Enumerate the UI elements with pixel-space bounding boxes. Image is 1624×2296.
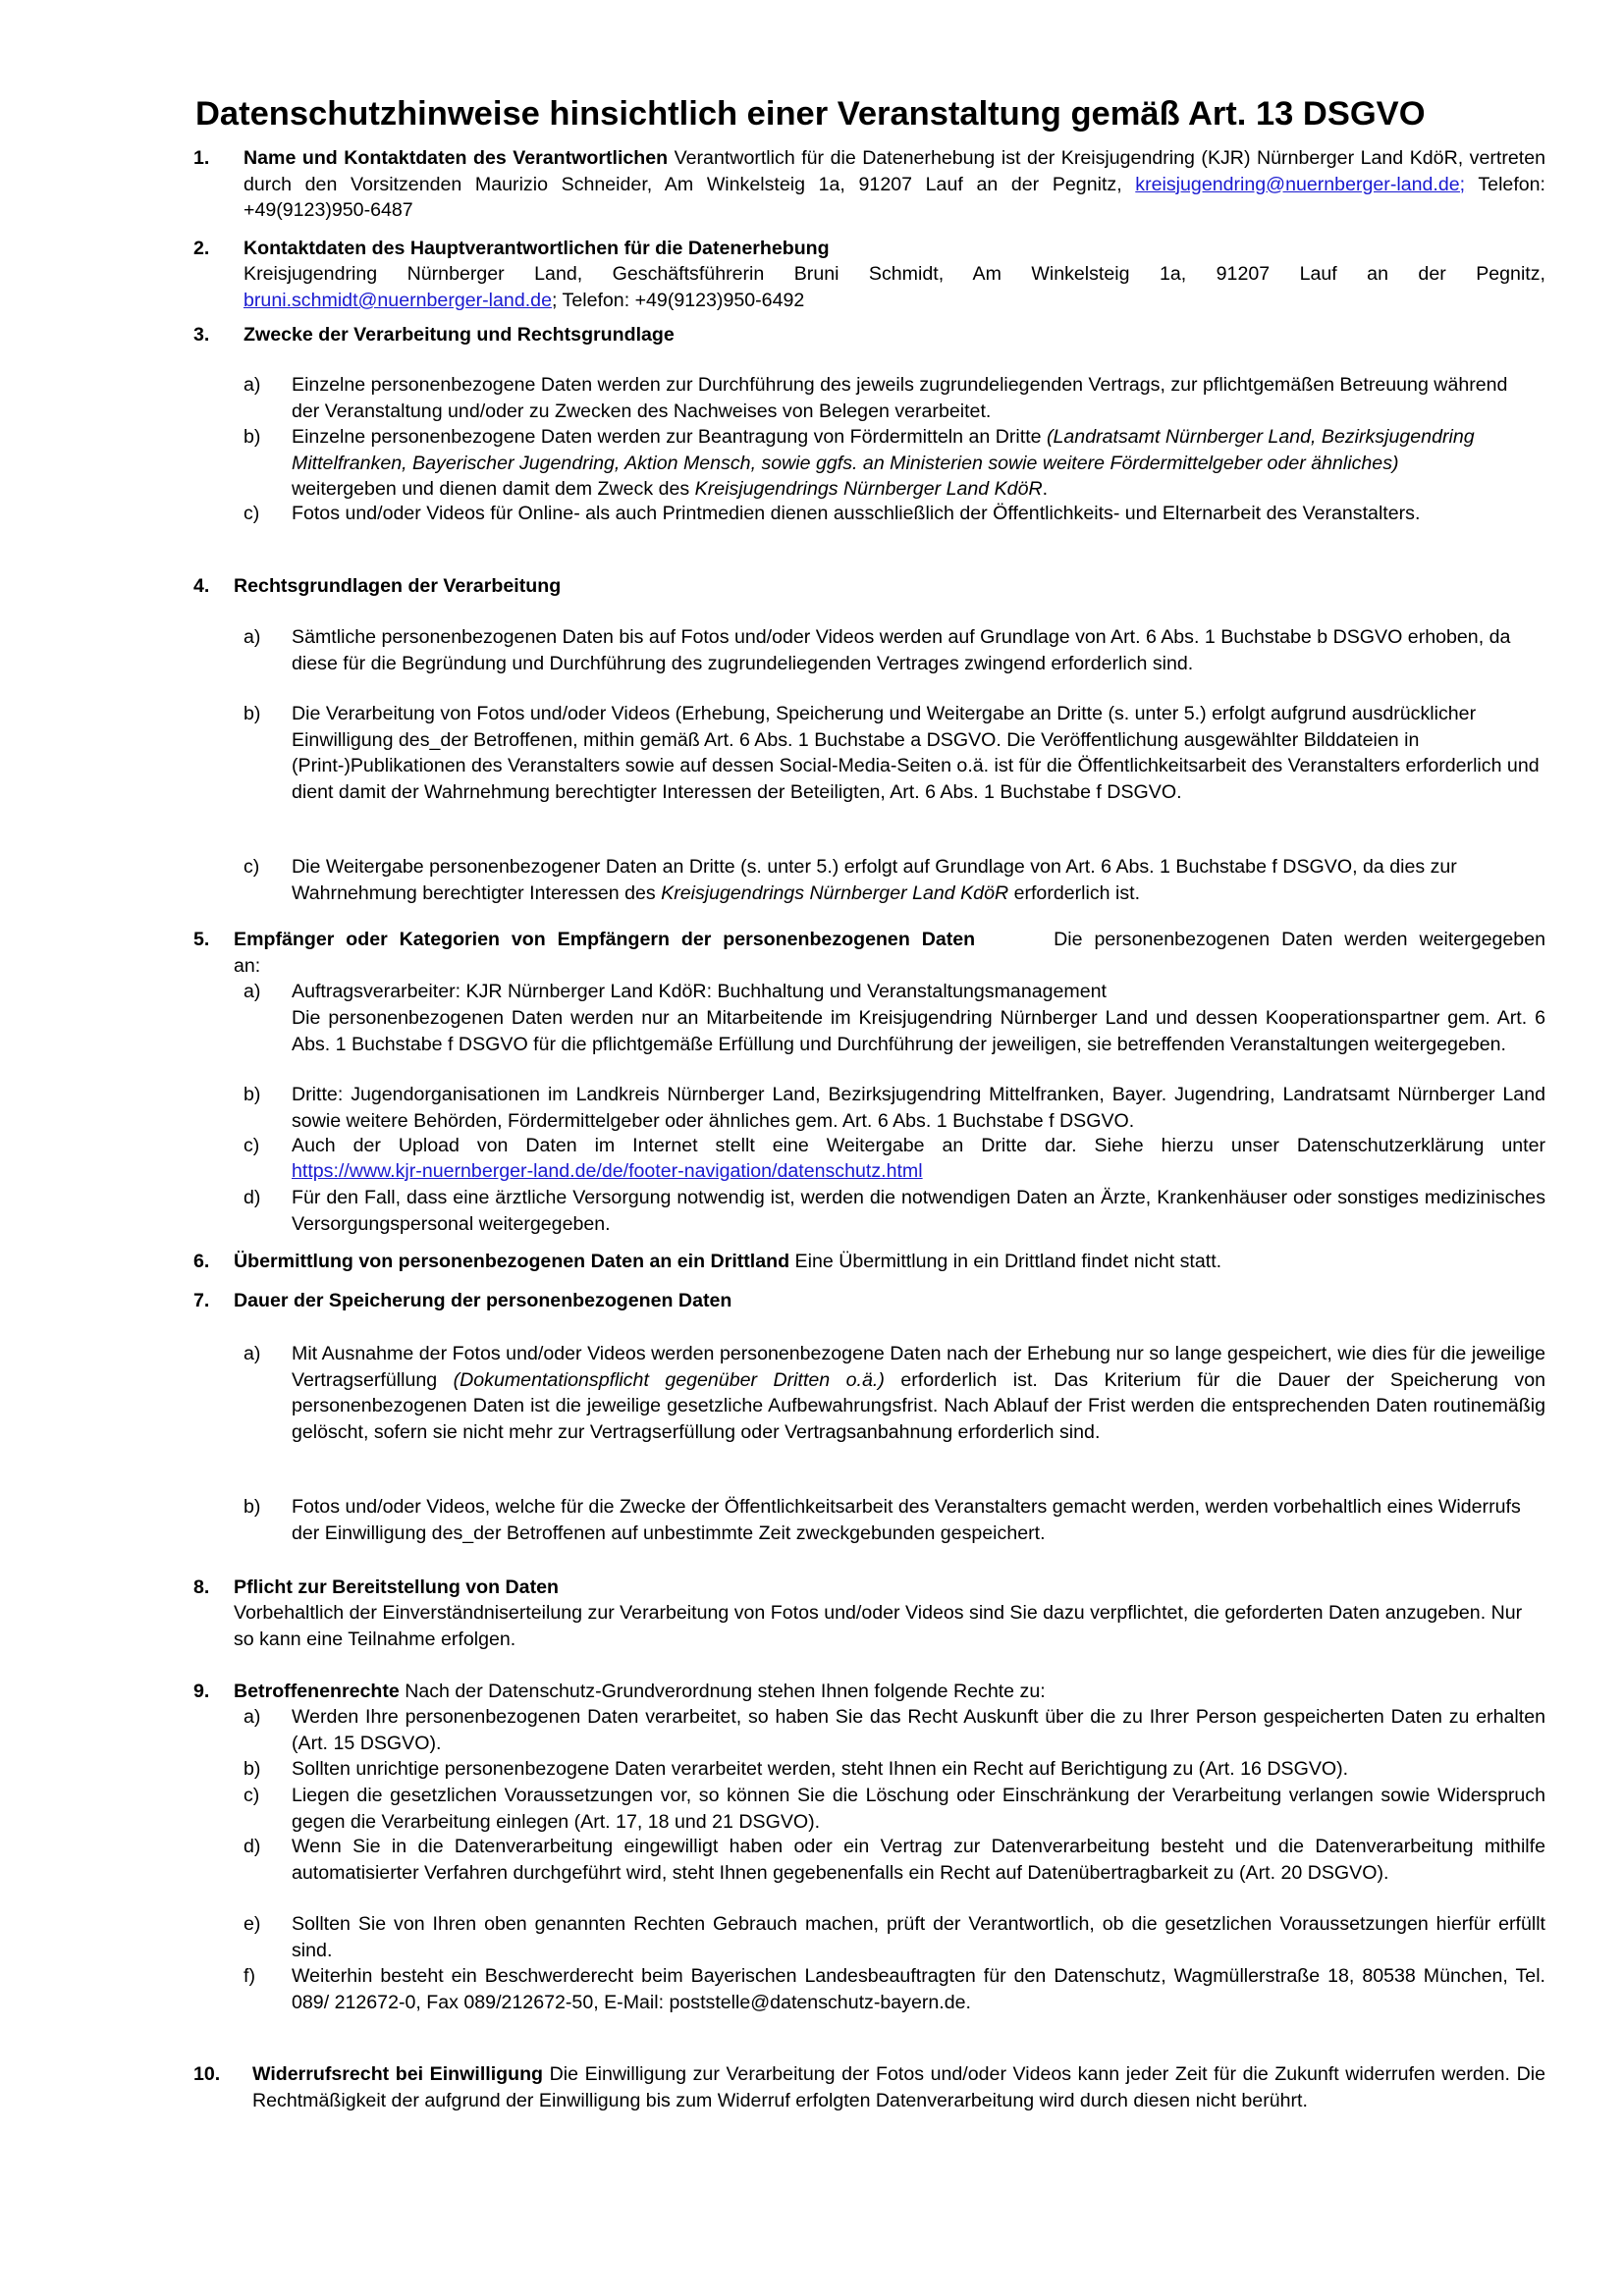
list-item-link-line bbox=[292, 1158, 1545, 1185]
section-heading: Widerrufsrecht bei Einwilligung bbox=[252, 2063, 544, 2085]
item-letter: b) bbox=[244, 1496, 261, 1518]
list-item: Fotos und/oder Videos, welche für die Zwecke der Öffentlichkeitsarbeit des Veranstalters gemacht werden, werden vorbehaltlich eines Widerrufs der Einwilligung des_der Betroffenen auf unbestimmte Zeit zweckgebunden gespeichert. bbox=[292, 1496, 1521, 1544]
list-item: Weiterhin besteht ein Beschwerderecht beim Bayerischen Landesbeauftragten für den Datenschutz, Wagmüllerstraße 18, 80538 München, Tel. 089/ 212672-0, Fax 089/212672-50, E-Mail: poststelle@datenschutz-bayern.de. bbox=[292, 1965, 1545, 2013]
list-item: Dritte: Jugendorganisationen im Landkreis Nürnberger Land, Bezirksjugendring Mittelfranken, Bayer. Jugendring, Landratsamt Nürnberger Land sowie weitere Behörden, Fördermittelgeber oder ähnliches gem. Art. 6 Abs. 1 Buchstabe f DSGVO. bbox=[292, 1084, 1545, 1132]
list-item: Sämtliche personenbezogenen Daten bis auf Fotos und/oder Videos werden auf Grundlage von Art. 6 Abs. 1 Buchstabe b DSGVO erhoben, da diese für die Begründung und Durchführung des zugrundeliegenden Vertrages zwingend erforderlich sind. bbox=[292, 626, 1511, 674]
list-item: Die Weitergabe personenbezogener Daten an Dritte (s. unter 5.) erfolgt auf Grundlage von Art. 6 Abs. 1 Buchstabe f DSGVO, da dies zur Wahrnehmung berechtigter Interessen des Kreisjugendrings Nürnberger Land KdöR erforderlich ist. bbox=[292, 856, 1457, 904]
section-number: 6. bbox=[193, 1251, 210, 1272]
item-letter: c) bbox=[244, 1135, 260, 1156]
section-heading: Übermittlung von personenbezogenen Daten an ein Drittland bbox=[234, 1251, 790, 1272]
list-item: Fotos und/oder Videos für Online- als auch Printmedien dienen ausschließlich der Öffentlichkeits- und Elternarbeit des Veranstalters. bbox=[292, 503, 1421, 524]
section-number: 8. bbox=[193, 1576, 210, 1598]
section-body: Übermittlung von personenbezogenen Daten an ein Drittland Eine Übermittlung in ein Drittland findet nicht statt. bbox=[234, 1251, 1222, 1272]
section-number: 9. bbox=[193, 1681, 210, 1702]
item-letter: b) bbox=[244, 1084, 261, 1105]
item-letter: d) bbox=[244, 1187, 261, 1208]
section-number: 1. bbox=[193, 147, 210, 169]
item-letter: e) bbox=[244, 1913, 261, 1935]
section-body: Betroffenenrechte Nach der Datenschutz-Grundverordnung stehen Ihnen folgende Rechte zu: bbox=[234, 1681, 1046, 1702]
item-letter: a) bbox=[244, 1706, 261, 1728]
section-body: Kreisjugendring Nürnberger Land, Geschäftsführerin Bruni Schmidt, Am Winkelsteig 1a, 91207 Lauf an der Pegnitz, bbox=[244, 263, 1545, 285]
item-letter: a) bbox=[244, 626, 261, 648]
section-heading: Kontaktdaten des Hauptverantwortlichen für die Datenerhebung bbox=[244, 238, 830, 259]
section-number: 3. bbox=[193, 324, 210, 346]
section-heading: Betroffenenrechte bbox=[234, 1681, 400, 1702]
list-item: Auch der Upload von Daten im Internet stellt eine Weitergabe an Dritte dar. Siehe hierzu unser Datenschutzerklärung unter bbox=[292, 1135, 1545, 1156]
privacy-policy-link[interactable]: https://www.kjr-nuernberger-land.de/de/footer-navigation/datenschutz.html bbox=[292, 1160, 923, 1182]
section-heading: Rechtsgrundlagen der Verarbeitung bbox=[234, 575, 562, 597]
section-heading: Pflicht zur Bereitstellung von Daten bbox=[234, 1576, 559, 1598]
item-letter: c) bbox=[244, 856, 260, 878]
item-letter: c) bbox=[244, 1785, 260, 1806]
section-body-contact: bruni.schmidt@nuernberger-land.de; Telefon: +49(9123)950-6492 bbox=[244, 290, 805, 311]
email-link[interactable]: kreisjugendring@nuernberger-land.de; bbox=[1135, 173, 1466, 195]
section-heading: Empfänger oder Kategorien von Empfängern der personenbezogenen Daten bbox=[234, 929, 976, 950]
section-body: Empfänger oder Kategorien von Empfängern der personenbezogenen Daten Die personenbezogenen Daten werden weitergegeben an: bbox=[234, 929, 1545, 977]
list-item: Auftragsverarbeiter: KJR Nürnberger Land KdöR: Buchhaltung und Veranstaltungsmanagement bbox=[292, 981, 1107, 1002]
section-number: 4. bbox=[193, 575, 210, 597]
list-item: Einzelne personenbezogene Daten werden zur Durchführung des jeweils zugrundeliegenden Vertrags, zur pflichtgemäßen Betreuung während der Veranstaltung und/oder zu Zwecken des Nachweises von Belegen verarbeitet. bbox=[292, 374, 1508, 422]
item-letter: a) bbox=[244, 374, 261, 396]
list-item: Die Verarbeitung von Fotos und/oder Videos (Erhebung, Speicherung und Weitergabe an Dritte (s. unter 5.) erfolgt aufgrund ausdrücklicher Einwilligung des_der Betroffenen, mithin gemäß Art. 6 Abs. 1 Buchstabe a DSGVO. Die Veröffentlichung ausgewählter Bilddateien in (Print-)Publikationen des Veranstalters sowie auf dessen Social-Media-Seiten o.ä. ist für die Öffentlichkeitsarbeit des Veranstalters erforderlich und dient damit der Wahrnehmung berechtigter Interessen der Beteiligten, Art. 6 Abs. 1 Buchstabe f DSGVO. bbox=[292, 703, 1540, 803]
section-heading: Name und Kontaktdaten des Verantwortlichen bbox=[244, 147, 669, 169]
section-body: Vorbehaltlich der Einverständniserteilung zur Verarbeitung von Fotos und/oder Videos sind Sie dazu verpflichtet, die geforderten Daten anzugeben. Nur so kann eine Teilnahme erfolgen. bbox=[234, 1602, 1523, 1650]
list-item: Werden Ihre personenbezogenen Daten verarbeitet, so haben Sie das Recht Auskunft über die zu Ihrer Person gespeicherten Daten zu erhalten (Art. 15 DSGVO). bbox=[292, 1706, 1545, 1754]
list-item: Wenn Sie in die Datenverarbeitung eingewilligt haben oder ein Vertrag zur Datenverarbeitung besteht und die Datenverarbeitung mithilfe automatisierter Verfahren durchgeführt wird, steht Ihnen gegebenenfalls ein Recht auf Datenübertragbarkeit zu (Art. 20 DSGVO). bbox=[292, 1836, 1545, 1884]
item-letter: c) bbox=[244, 503, 260, 524]
item-letter: d) bbox=[244, 1836, 261, 1857]
section-body: Name und Kontaktdaten des Verantwortlichen Verantwortlich für die Datenerhebung ist der Kreisjugendring (KJR) Nürnberger Land KdöR, vertreten durch den Vorsitzenden Maurizio Schneider, Am Winkelsteig 1a, 91207 Lauf an der Pegnitz, kreisjugendring@nuernberger-land.de; Telefon: +49(9123)950-6487 bbox=[244, 147, 1545, 221]
item-letter: b) bbox=[244, 1758, 261, 1780]
email-link[interactable]: bruni.schmidt@nuernberger-land.de bbox=[244, 290, 552, 311]
list-item: Liegen die gesetzlichen Voraussetzungen vor, so können Sie die Löschung oder Einschränkung der Verarbeitung verlangen sowie Widerspruch gegen die Verarbeitung einlegen (Art. 17, 18 und 21 DSGVO). bbox=[292, 1785, 1545, 1833]
item-letter: a) bbox=[244, 1343, 261, 1364]
list-item-detail: Die personenbezogenen Daten werden nur an Mitarbeitende im Kreisjugendring Nürnberger Land und dessen Kooperationspartner gem. Art. 6 Abs. 1 Buchstabe f DSGVO für die pflichtgemäße Erfüllung und Durchführung der jeweiligen, sie betreffenden Veranstaltungen weitergegeben. bbox=[292, 1007, 1545, 1055]
list-item: Einzelne personenbezogene Daten werden zur Beantragung von Fördermitteln an Dritte (Landratsamt Nürnberger Land, Bezirksjugendring Mittelfranken, Bayerischer Jugendring, Aktion Mensch, sowie ggfs. an Ministerien sowie weitere Fördermittelgeber oder ähnliches) weitergeben und dienen damit dem Zweck des Kreisjugendrings Nürnberger Land KdöR. bbox=[292, 426, 1475, 500]
list-item: Sollten unrichtige personenbezogene Daten verarbeitet werden, steht Ihnen ein Recht auf Berichtigung zu (Art. 16 DSGVO). bbox=[292, 1758, 1349, 1780]
list-item: Sollten Sie von Ihren oben genannten Rechten Gebrauch machen, prüft der Verantwortlich, ob die gesetzlichen Voraussetzungen hierfür erfüllt sind. bbox=[292, 1913, 1545, 1961]
section-number: 7. bbox=[193, 1290, 210, 1311]
list-item: Für den Fall, dass eine ärztliche Versorgung notwendig ist, werden die notwendigen Daten an Ärzte, Krankenhäuser oder sonstiges medizinisches Versorgungspersonal weitergegeben. bbox=[292, 1187, 1545, 1235]
item-letter: b) bbox=[244, 426, 261, 448]
item-letter: f) bbox=[244, 1965, 255, 1987]
item-letter: a) bbox=[244, 981, 261, 1002]
item-letter: b) bbox=[244, 703, 261, 724]
section-heading: Zwecke der Verarbeitung und Rechtsgrundlage bbox=[244, 324, 675, 346]
page-title: Datenschutzhinweise hinsichtlich einer Veranstaltung gemäß Art. 13 DSGVO bbox=[195, 95, 1426, 133]
list-item: Mit Ausnahme der Fotos und/oder Videos werden personenbezogene Daten nach der Erhebung nur so lange gespeichert, wie dies für die jeweilige Vertragserfüllung (Dokumentationspflicht gegenüber Dritten o.ä.) erforderlich ist. Das Kriterium für die Dauer der Speicherung von personenbezogenen Daten ist die jeweilige gesetzliche Aufbewahrungsfrist. Nach Ablauf der Frist werden die entsprechenden Daten routinemäßig gelöscht, sofern sie nicht mehr zur Vertragserfüllung oder Vertragsanbahnung erforderlich sind. bbox=[292, 1343, 1545, 1443]
section-heading: Dauer der Speicherung der personenbezogenen Daten bbox=[234, 1290, 732, 1311]
section-number: 5. bbox=[193, 929, 210, 950]
section-number: 10. bbox=[193, 2063, 221, 2085]
section-number: 2. bbox=[193, 238, 210, 259]
section-body: Widerrufsrecht bei Einwilligung Die Einwilligung zur Verarbeitung der Fotos und/oder Videos kann jeder Zeit für die Zukunft widerrufen werden. Die Rechtmäßigkeit der aufgrund der Einwilligung bis zum Widerruf erfolgten Datenverarbeitung wird durch diesen nicht berührt. bbox=[252, 2063, 1545, 2111]
